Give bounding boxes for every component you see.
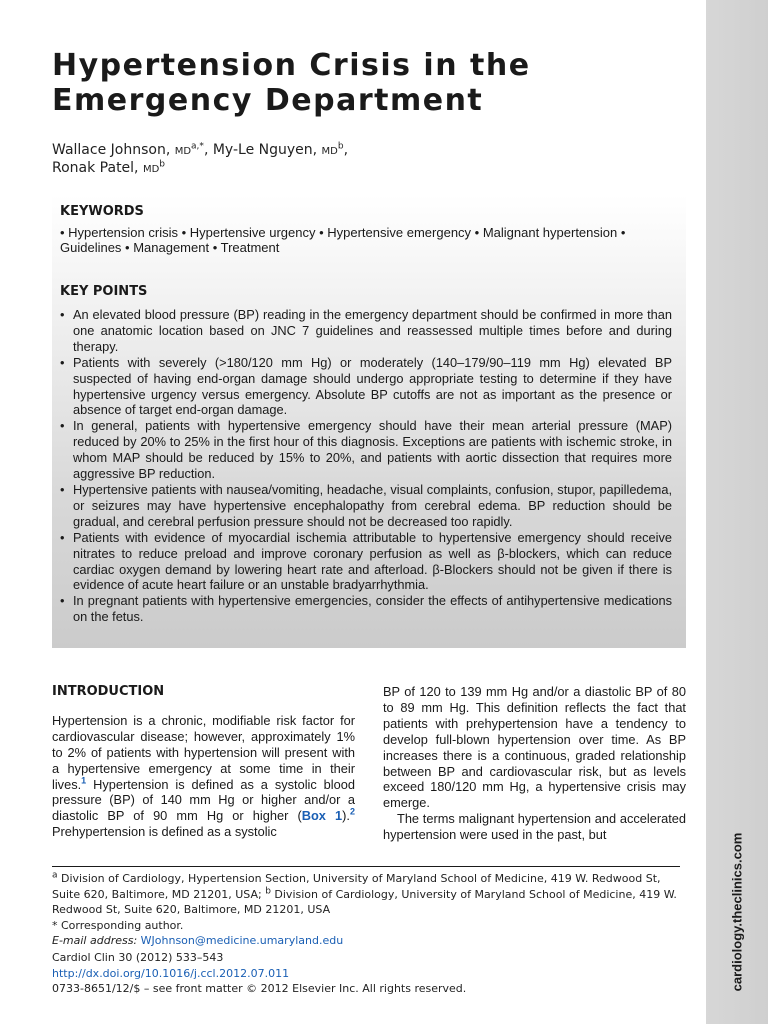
key-points-heading: KEY POINTS — [60, 284, 148, 299]
author-degree: MD — [142, 164, 160, 175]
introduction-heading: INTRODUCTION — [52, 684, 165, 699]
journal-reference: Cardiol Clin 30 (2012) 533–543 — [52, 951, 224, 964]
key-point-item: • In pregnant patients with hypertensive emergencies, consider the effects of antihypertensive medications on the fetus. — [60, 593, 672, 625]
citation-block — [52, 950, 652, 997]
keywords-heading: KEYWORDS — [60, 204, 144, 219]
intro-text: Hypertension is a chronic, modifiable risk factor for cardiovascular disease; however, approximately 1% to 2% of patients with hypertension will present with a hypertensive emergency at some time in their lives. — [52, 712, 355, 792]
key-point-item: • Hypertensive patients with nausea/vomiting, headache, visual complaints, confusion, stupor, papilledema, or seizures may have hypertensive encephalopathy from cerebral edema. BP reduction should be gradual, and cerebral perfusion pressure should not be decreased too rapidly. — [60, 482, 672, 530]
citation-ref[interactable]: 1 — [81, 775, 87, 786]
key-point-item: • Patients with evidence of myocardial ischemia attributable to hypertensive emergency should receive nitrates to reduce preload and improve coronary perfusion as well as β-blockers, which can reduce cardiac oxygen demand by lowering heart rate and afterload. β-Blockers should not be given if there is evidence of acute heart failure or an unstable bradyarrhythmia. — [60, 530, 672, 594]
author-name: My-Le Nguyen, — [212, 142, 322, 158]
email-label: E-mail address: — [52, 934, 141, 947]
key-points-list — [60, 307, 672, 625]
intro-paragraph-1 — [52, 713, 355, 840]
intro-paragraph-1-continued: BP of 120 to 139 mm Hg and/or a diastolic BP of 80 to 89 mm Hg. This definition reflects the fact that patients with prehypertension have a tendency to develop full-blown hypertension over time. As BP increases there is a continuous, graded relationship between BP and cardiovascular risk, but as levels exceed 180/120 mm Hg, a hypertensive crisis may emerge. — [383, 684, 686, 811]
journal-site-url[interactable]: cardiology.theclinics.com — [729, 832, 745, 992]
citation-ref[interactable]: 2 — [349, 807, 355, 818]
footnote-divider — [52, 866, 680, 867]
doi-link[interactable]: http://dx.doi.org/10.1016/j.ccl.2012.07.011 — [52, 966, 290, 980]
email-link[interactable]: WJohnson@medicine.umaryland.edu — [140, 934, 344, 947]
author-name: Wallace Johnson, — [52, 142, 175, 158]
affiliation-mark-a: a — [52, 870, 58, 881]
affiliation-a: Division of Cardiology, Hypertension Section, University of Maryland School of Medicine, 419 W. Redwood St, Suite 620, Baltimore, MD 21201, USA; — [52, 872, 661, 901]
author-separator: , — [203, 142, 213, 158]
box-1-link[interactable]: Box 1 — [301, 808, 343, 824]
corresponding-author: * Corresponding author. — [52, 918, 184, 932]
intro-paragraph-2: The terms malignant hypertension and accelerated hypertension were used in the past, but — [383, 811, 686, 843]
body-column-right — [383, 684, 686, 843]
intro-text: ). — [342, 808, 350, 824]
email-line — [52, 933, 682, 949]
key-point-item: • Patients with severely (>180/120 mm Hg) or moderately (140–179/90–119 mm Hg) elevated BP suspected of having end-organ damage should undergo appropriate testing to determine if they have hypertensive urgency versus emergency. Absolute BP cutoffs are not as important as the presence or absence of target end-organ damage. — [60, 355, 672, 419]
keywords-text: • Hypertension crisis • Hypertensive urgency • Hypertensive emergency • Malignant hypertension • Guidelines • Management • Treatment — [60, 225, 626, 255]
author-degree: MD — [321, 146, 338, 157]
affiliation-mark-b: b — [265, 885, 271, 896]
intro-text: Hypertension is defined as a systolic blood pressure (BP) of 140 mm Hg or higher and/or a diastolic BP of 90 mm Hg or higher ( — [52, 776, 355, 824]
author-name: Ronak Patel, — [52, 160, 143, 176]
body-column-left — [52, 684, 355, 840]
intro-text: Prehypertension is defined as a systolic — [52, 824, 277, 840]
author-separator: , — [343, 142, 349, 158]
copyright-notice: 0733-8651/12/$ – see front matter © 2012 Elsevier Inc. All rights reserved. — [52, 982, 467, 995]
affiliation-b: Division of Cardiology, University of Maryland School of Medicine, 419 W. Redwood St, Suite 620, Baltimore, MD 21201, USA — [52, 887, 677, 916]
article-title — [52, 48, 692, 118]
affiliation-text — [52, 871, 682, 918]
key-point-item: • In general, patients with hypertensive emergency should have their mean arterial pressure (MAP) reduced by 20% to 25% in the first hour of this diagnosis. Exceptions are patients with ischemic stroke, in whom MAP should be reduced by 15% to 20%, and patients with aortic dissection that requires more aggressive BP reduction. — [60, 418, 672, 482]
author-affiliation-mark: a,* — [191, 141, 204, 152]
key-point-item: • An elevated blood pressure (BP) reading in the emergency department should be confirmed in more than one anatomic location based on JNC 7 guidelines and reassessed multiple times before and during therapy. — [60, 307, 672, 355]
author-degree: MD — [174, 146, 192, 157]
abstract-box — [52, 195, 686, 648]
author-affiliation-mark: b — [159, 159, 166, 170]
author-affiliation-mark: b — [337, 141, 344, 152]
title-line-2: Emergency Department — [52, 83, 484, 118]
author-list — [52, 142, 652, 178]
affiliations — [52, 871, 682, 949]
title-line-1: Hypertension Crisis in the — [52, 48, 531, 83]
